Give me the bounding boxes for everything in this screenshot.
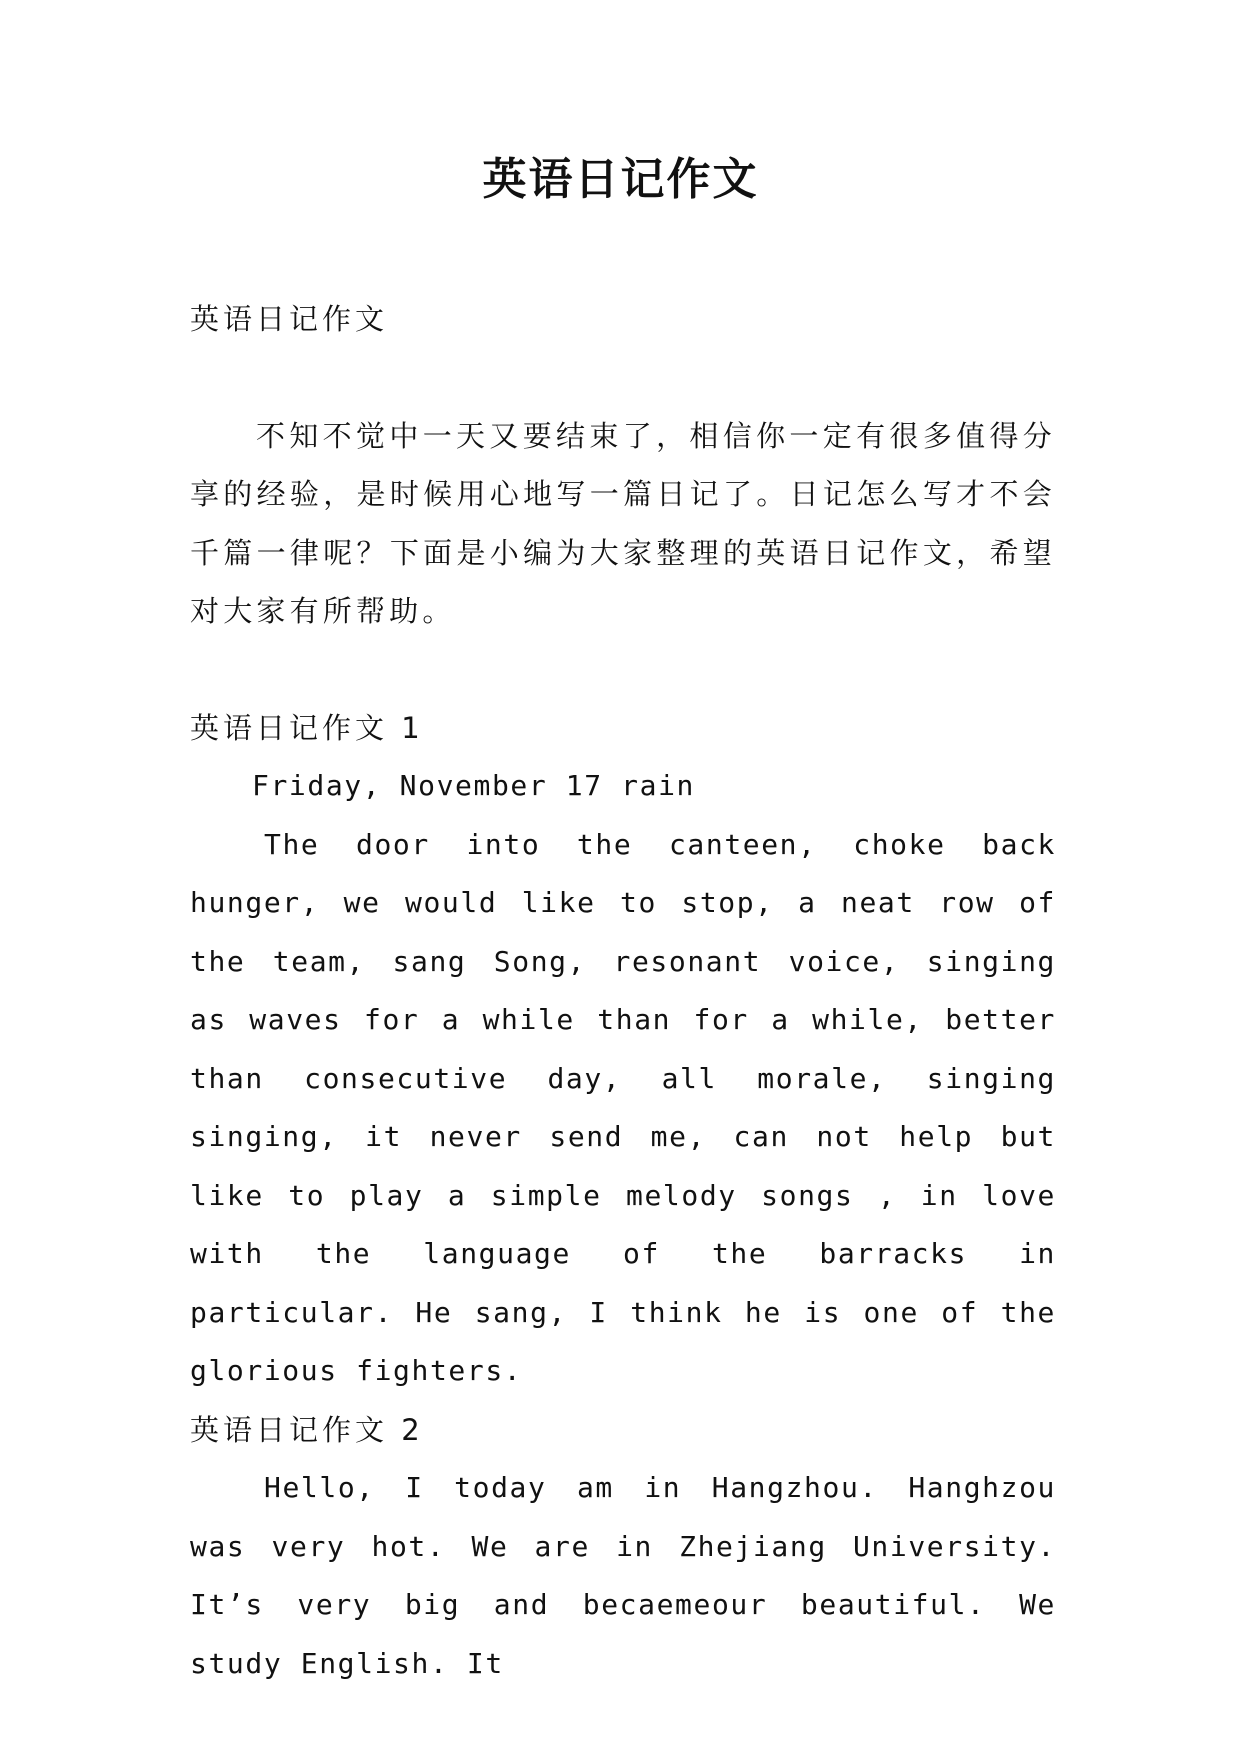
subtitle: 英语日记作文 xyxy=(190,302,389,336)
document-title: 英语日记作文 xyxy=(482,154,759,205)
intro-paragraph: 不知不觉中一天又要结束了，相信你一定有很多值得分享的经验，是时候用心地写一篇日记了。日记怎么写才不会千篇一律呢？下面是小编为大家整理的英语日记作文，希望对大家有所帮助。 xyxy=(190,418,1056,628)
section-heading: 英语日记作文 1 xyxy=(190,710,424,745)
spacer xyxy=(190,641,1056,699)
section-body: Hello, I today am in Hangzhou. Hanghzou was very hot. We are in Zhejiang University. It’s very big and becaemeour beautiful. We study English. It xyxy=(190,1471,1056,1680)
spacer xyxy=(190,349,1056,407)
section-body: The door into the canteen, choke back hunger, we would like to stop, a neat row of the team, sang Song, resonant voice, singing as waves for a while than for a while, better than consecutive day, all morale, singing singing, it never send me, can not help but like to play a simple melody songs , in love with the language of the barracks in particular. He sang, I think he is one of the glorious fighters. xyxy=(190,827,1056,1387)
document-body xyxy=(190,290,1056,1693)
section-heading: 英语日记作文 2 xyxy=(190,1412,424,1447)
diary-date-line: Friday, November 17 rain xyxy=(252,769,695,802)
